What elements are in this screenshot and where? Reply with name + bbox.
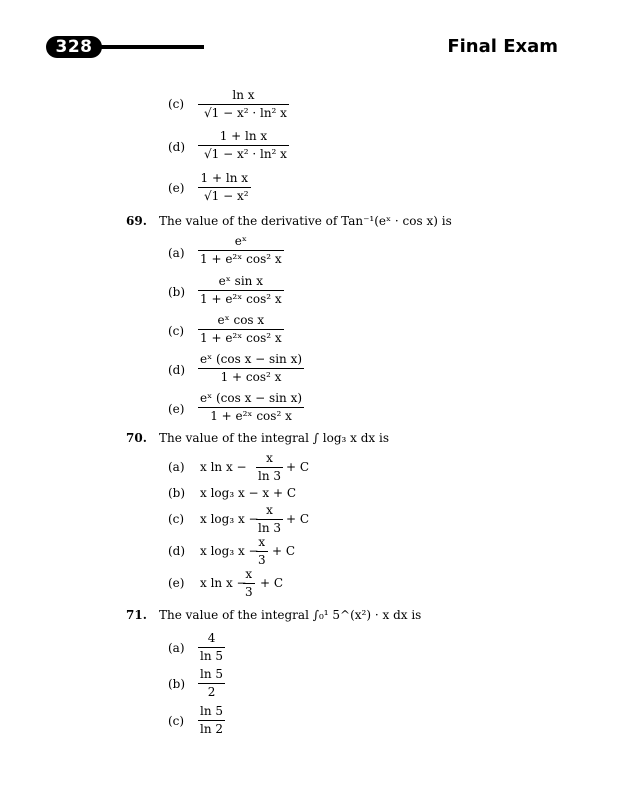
q69-c-denominator: 1 + e²ˣ cos² x xyxy=(200,331,282,345)
q68-c-numerator: ln x xyxy=(232,88,255,102)
section-title: Final Exam xyxy=(447,36,558,57)
q71-option-c-label: (c) xyxy=(168,714,185,728)
q69-option-d-fraction xyxy=(198,352,304,385)
q71-option-b-label: (b) xyxy=(168,677,186,691)
q68-d-numerator: 1 + ln x xyxy=(219,129,268,143)
q71-text: The value of the integral ∫₀¹ 5^(x²) · x dx is xyxy=(159,608,422,622)
q68-option-c-label: (c) xyxy=(168,97,185,111)
q70-a-suffix: + C xyxy=(286,460,310,474)
q69-e-numerator: eˣ (cos x − sin x) xyxy=(200,391,303,405)
q70-c-denominator: ln 3 xyxy=(258,521,282,535)
q71-number: 71. xyxy=(126,608,147,622)
q70-d-suffix: + C xyxy=(272,544,296,558)
q70-option-e-label: (e) xyxy=(168,576,185,590)
q70-c-numerator: x xyxy=(266,503,273,517)
q69-option-d-label: (d) xyxy=(168,363,186,377)
page-number: 328 xyxy=(46,36,102,58)
q69-option-a-label: (a) xyxy=(168,246,185,260)
q68-option-d-fraction xyxy=(198,129,289,162)
q71-option-a-fraction xyxy=(198,631,225,664)
q71-a-numerator: 4 xyxy=(207,631,216,645)
q69-option-a-fraction xyxy=(198,234,284,267)
q68-option-c-fraction xyxy=(198,88,289,121)
q70-a-prefix: x ln x − xyxy=(200,460,247,474)
q70-d-prefix: x log₃ x − xyxy=(200,544,259,558)
q69-option-e-label: (e) xyxy=(168,402,185,416)
q71-a-denominator: ln 5 xyxy=(200,649,224,663)
q71-b-numerator: ln 5 xyxy=(200,667,224,681)
q70-option-b-label: (b) xyxy=(168,486,186,500)
q70-option-a-label: (a) xyxy=(168,460,185,474)
q71-option-a-label: (a) xyxy=(168,641,185,655)
header-rule xyxy=(96,45,204,49)
q69-c-numerator: eˣ cos x xyxy=(217,313,265,327)
q70-a-numerator: x xyxy=(266,451,273,465)
q70-e-suffix: + C xyxy=(260,576,284,590)
q69-d-denominator: 1 + cos² x xyxy=(220,370,282,384)
q70-option-a-fraction xyxy=(256,451,283,484)
q70-d-denominator: 3 xyxy=(258,553,266,567)
q68-e-numerator: 1 + ln x xyxy=(200,171,248,185)
q69-number: 69. xyxy=(126,214,147,228)
q70-e-prefix: x ln x − xyxy=(200,576,247,590)
q70-b-expression: x log₃ x − x + C xyxy=(200,486,297,500)
q70-a-denominator: ln 3 xyxy=(258,469,282,483)
q69-b-numerator: eˣ sin x xyxy=(218,274,263,288)
q69-e-denominator: 1 + e²ˣ cos² x xyxy=(210,409,292,423)
q68-option-d-label: (d) xyxy=(168,140,186,154)
q69-option-b-label: (b) xyxy=(168,285,186,299)
q69-option-c-label: (c) xyxy=(168,324,185,338)
q70-option-d-label: (d) xyxy=(168,544,186,558)
q69-d-numerator: eˣ (cos x − sin x) xyxy=(200,352,303,366)
q71-option-b-fraction xyxy=(198,667,225,700)
q70-c-prefix: x log₃ x − xyxy=(200,512,259,526)
q69-option-e-fraction xyxy=(198,391,304,424)
q70-number: 70. xyxy=(126,431,147,445)
q68-option-e-fraction xyxy=(198,171,251,204)
q68-c-denominator: √1 − x² · ln² x xyxy=(204,106,287,120)
q70-c-suffix: + C xyxy=(286,512,310,526)
q69-b-denominator: 1 + e²ˣ cos² x xyxy=(200,292,282,306)
q70-text: The value of the integral ∫ log₃ x dx is xyxy=(159,431,390,445)
q69-a-numerator: eˣ xyxy=(234,234,247,248)
q68-e-denominator: √1 − x² xyxy=(204,189,249,203)
q69-a-denominator: 1 + e²ˣ cos² x xyxy=(200,252,282,266)
q70-e-numerator: x xyxy=(245,567,253,581)
q70-option-c-fraction xyxy=(256,503,283,536)
q71-c-numerator: ln 5 xyxy=(200,704,224,718)
q68-option-e-label: (e) xyxy=(168,181,185,195)
q71-option-c-fraction xyxy=(198,704,225,737)
q69-text: The value of the derivative of Tan⁻¹(eˣ · cos x) is xyxy=(159,214,452,228)
q70-option-d-fraction xyxy=(256,535,268,568)
q69-option-b-fraction xyxy=(198,274,284,307)
q70-option-c-label: (c) xyxy=(168,512,185,526)
q71-b-denominator: 2 xyxy=(207,685,216,699)
q70-option-e-fraction xyxy=(243,567,255,600)
q69-option-c-fraction xyxy=(198,313,284,346)
q68-d-denominator: √1 − x² · ln² x xyxy=(204,147,287,161)
q71-c-denominator: ln 2 xyxy=(200,722,224,736)
q70-e-denominator: 3 xyxy=(245,585,253,599)
q70-d-numerator: x xyxy=(258,535,266,549)
